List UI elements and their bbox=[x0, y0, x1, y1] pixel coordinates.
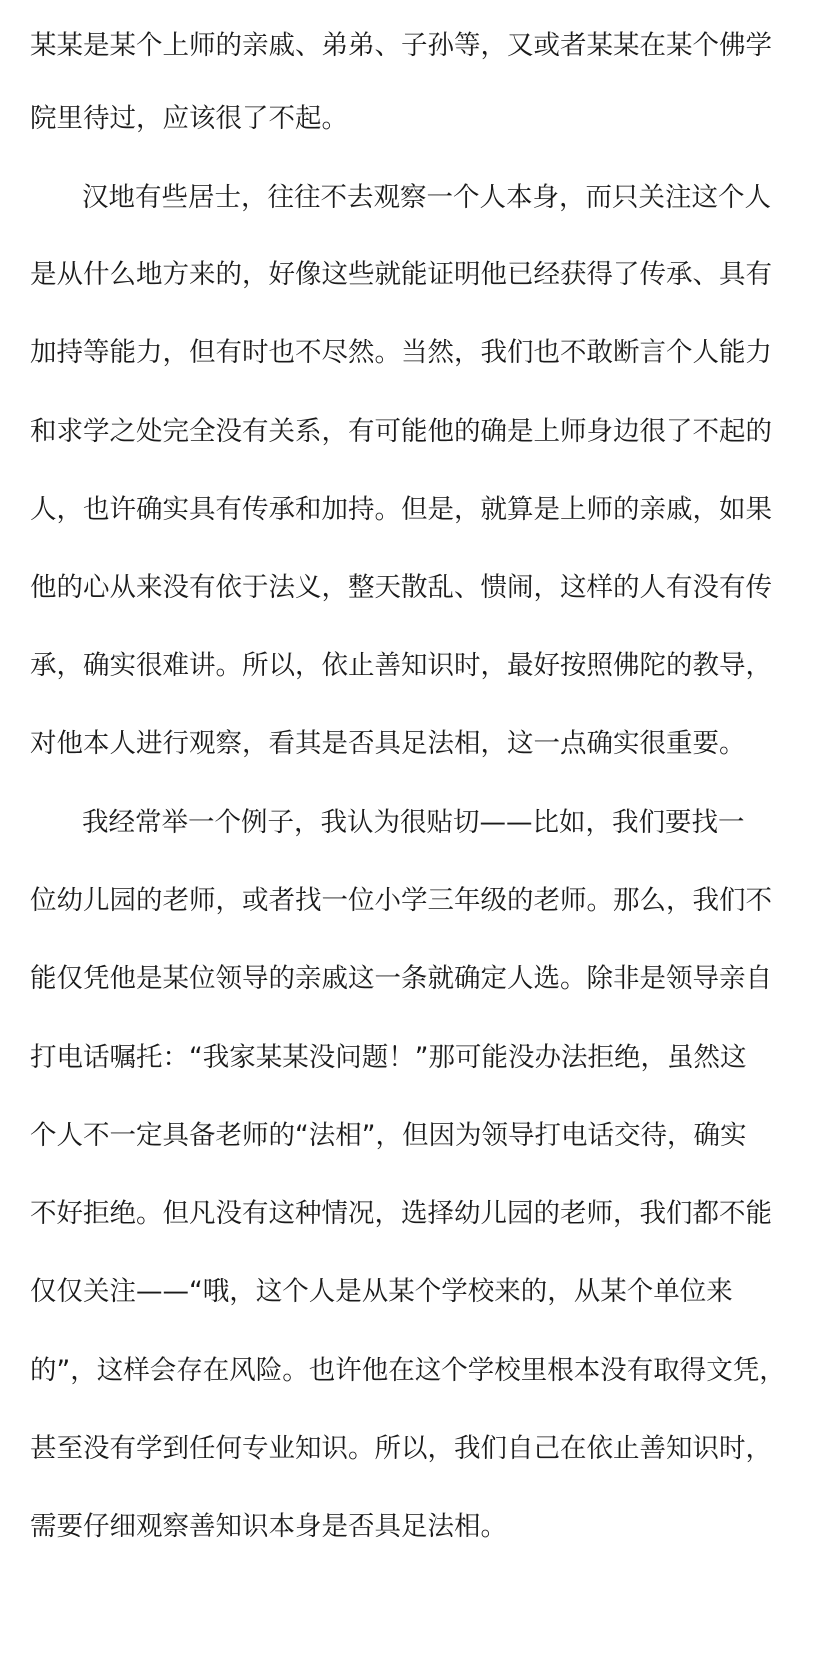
text-line: 甚至没有学到任何专业知识。所以，我们自己在依止善知识时， bbox=[30, 1433, 772, 1464]
text-line: 某某是某个上师的亲戚、弟弟、子孙等，又或者某某在某个佛学 bbox=[30, 30, 772, 61]
text-line: 的”，这样会存在风险。也许他在这个学校里根本没有取得文凭， bbox=[30, 1355, 786, 1386]
text-line: 加持等能力，但有时也不尽然。当然，我们也不敢断言个人能力 bbox=[30, 337, 772, 368]
text-line: 位幼儿园的老师，或者找一位小学三年级的老师。那么，我们不 bbox=[30, 885, 772, 916]
text-line: 不好拒绝。但凡没有这种情况，选择幼儿园的老师，我们都不能 bbox=[30, 1198, 772, 1229]
text-line: 打电话嘱托：“我家某某没问题！”那可能没办法拒绝，虽然这 bbox=[30, 1042, 747, 1073]
text-line: 和求学之处完全没有关系，有可能他的确是上师身边很了不起的 bbox=[30, 416, 772, 447]
text-line: 他的心从来没有依于法义，整天散乱、愦闹，这样的人有没有传 bbox=[30, 572, 772, 603]
text-line: 汉地有些居士，往往不去观察一个人本身，而只关注这个人 bbox=[82, 182, 771, 213]
text-line: 院里待过，应该很了不起。 bbox=[30, 103, 348, 134]
text-line: 人，也许确实具有传承和加持。但是，就算是上师的亲戚，如果 bbox=[30, 494, 772, 525]
text-line: 能仅凭他是某位领导的亲戚这一条就确定人选。除非是领导亲自 bbox=[30, 963, 772, 994]
text-line: 是从什么地方来的，好像这些就能证明他已经获得了传承、具有 bbox=[30, 259, 772, 290]
text-line: 个人不一定具备老师的“法相”，但因为领导打电话交待，确实 bbox=[30, 1120, 747, 1151]
text-line: 对他本人进行观察，看其是否具足法相，这一点确实很重要。 bbox=[30, 728, 746, 759]
text-line: 承，确实很难讲。所以，依止善知识时，最好按照佛陀的教导， bbox=[30, 650, 772, 681]
text-line: 我经常举一个例子，我认为很贴切——比如，我们要找一 bbox=[82, 807, 745, 838]
text-line: 仅仅关注——“哦，这个人是从某个学校来的，从某个单位来 bbox=[30, 1276, 733, 1307]
text-line: 需要仔细观察善知识本身是否具足法相。 bbox=[30, 1511, 507, 1542]
